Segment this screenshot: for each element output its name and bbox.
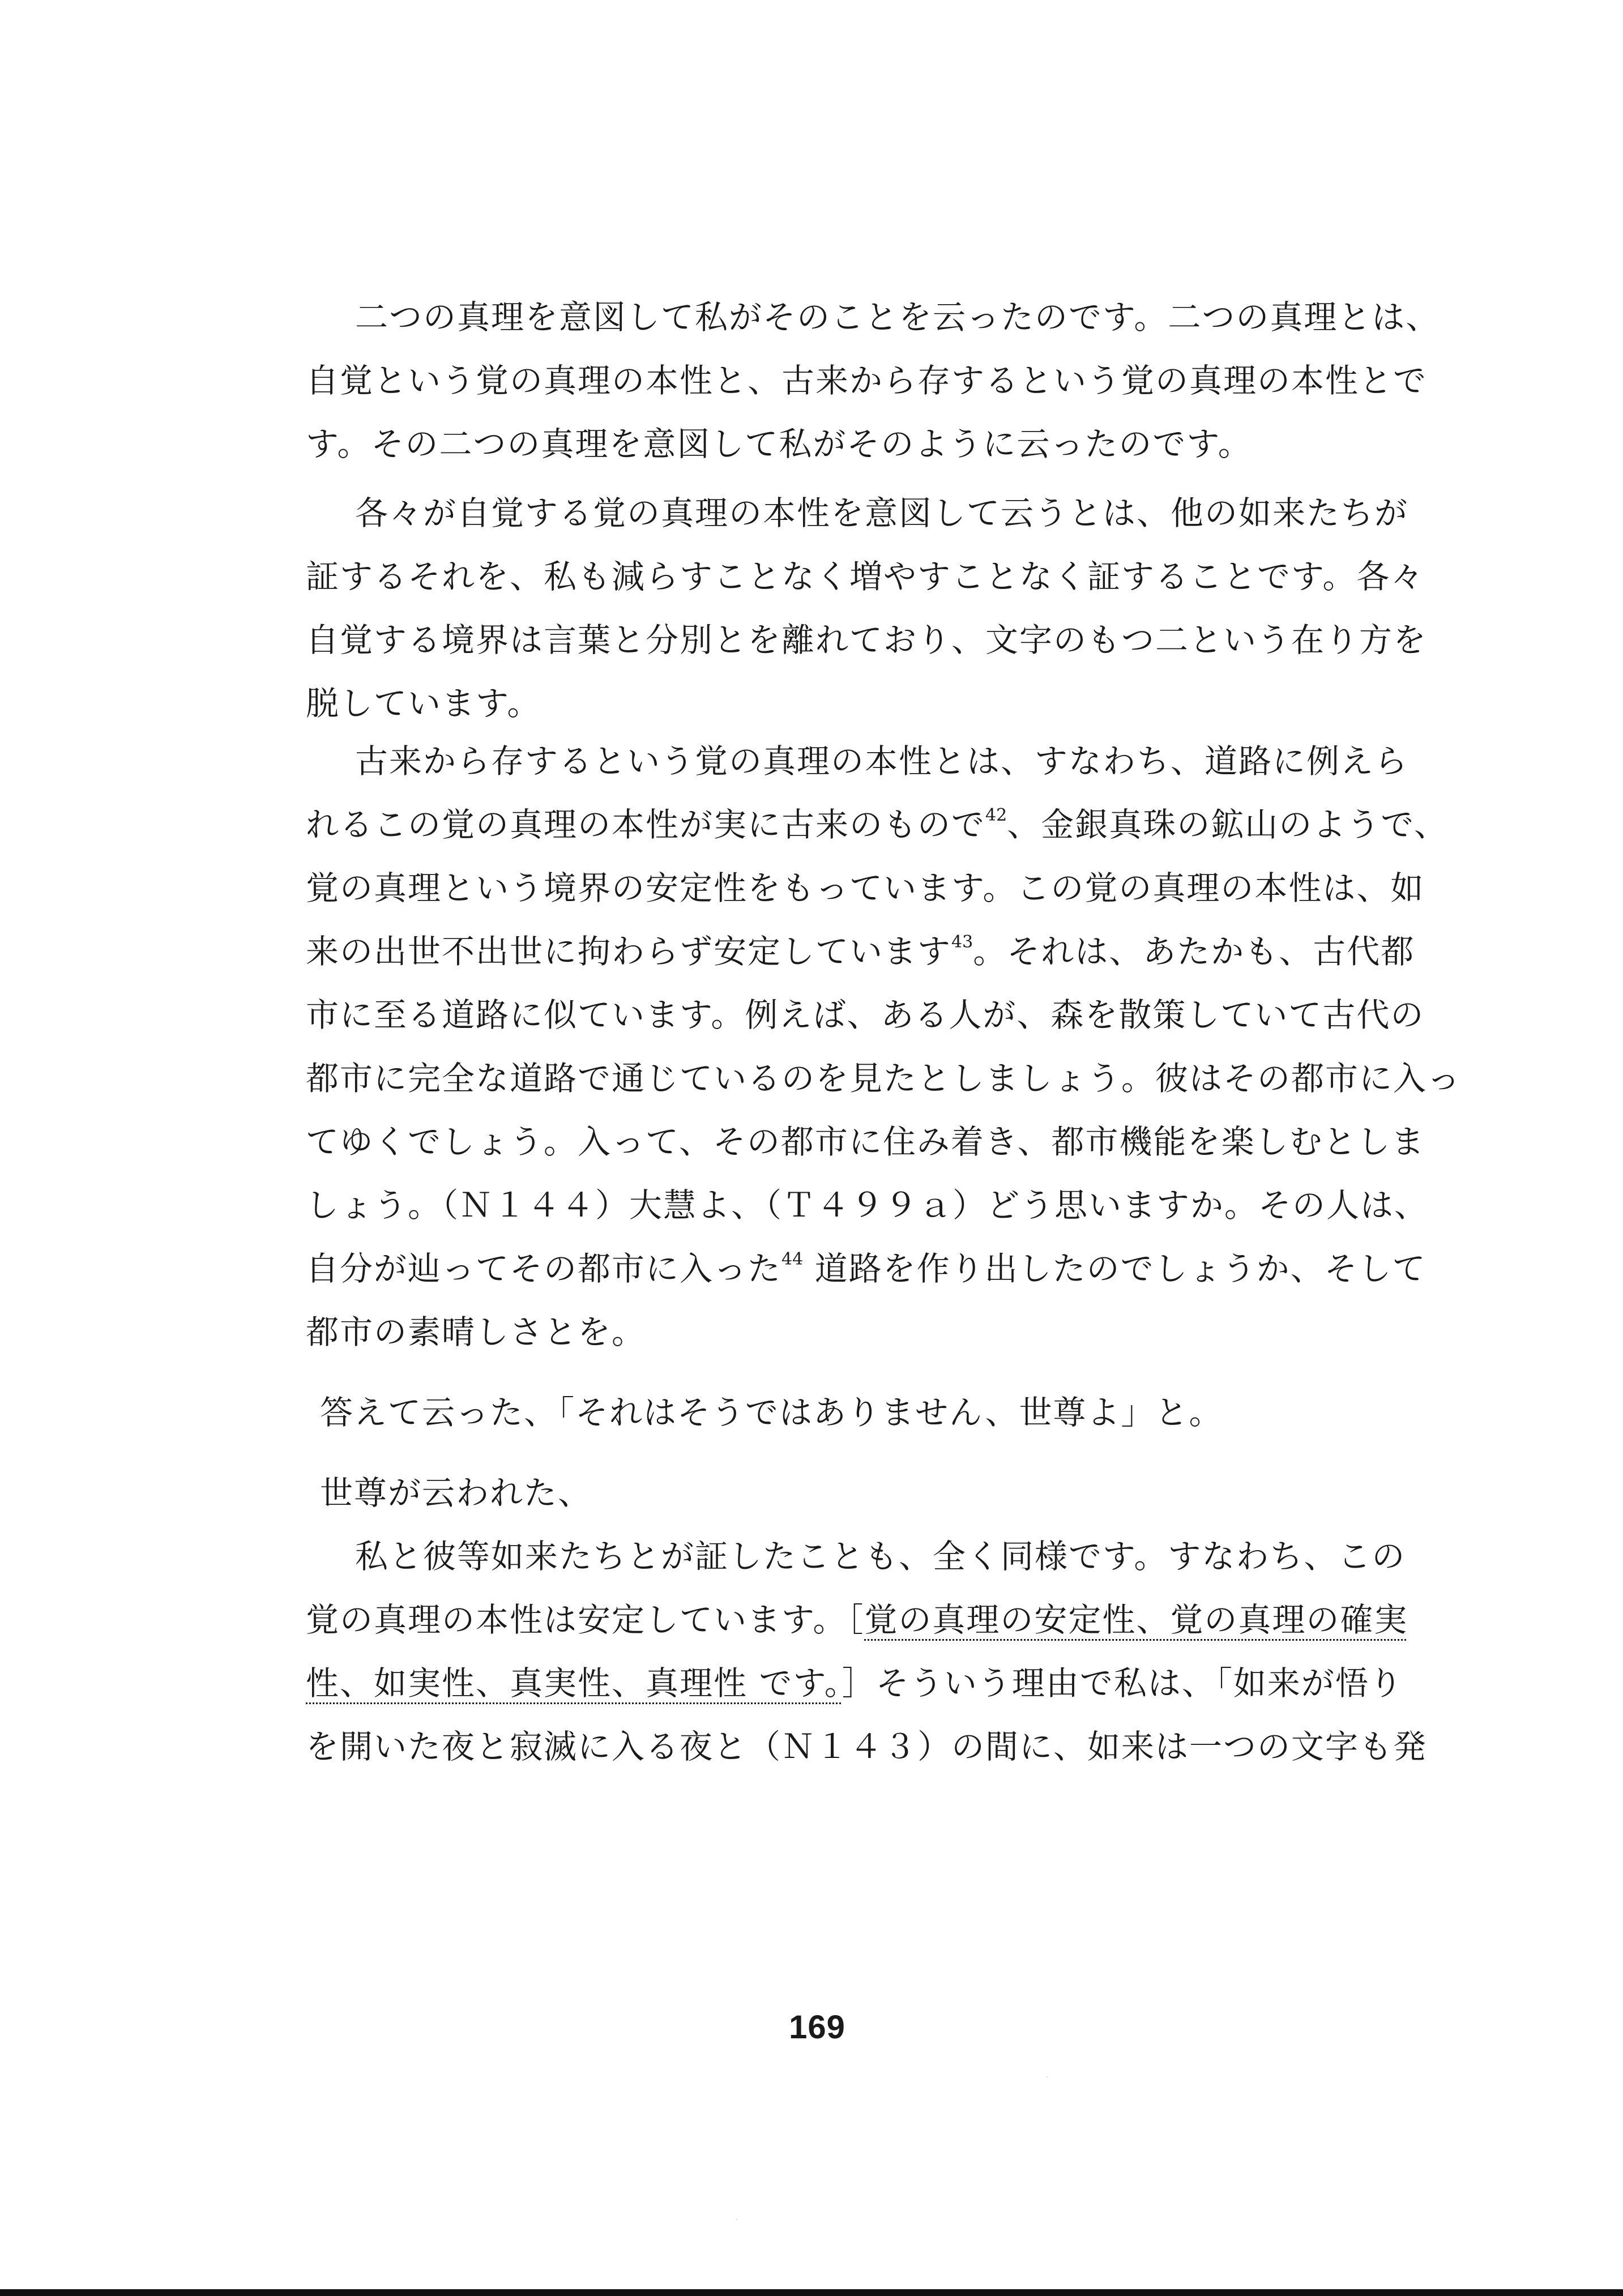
page-number: 169 [789,2009,845,2046]
text-line: 自分が辿ってその都市に入った$^{44}$ 道路を作り出したのでしょうか、そして [306,1249,1426,1288]
text-line: 自覚という覚の真理の本性と、古来から存するという覚の真理の本性とで [306,361,1428,400]
text-line: 覚の真理という境界の安定性をもっています。この覚の真理の本性は、如 [306,869,1425,907]
text-line: 性、如実性、真実性、真理性 です。］そういう理由で私は、「如来が悟り [306,1664,1403,1702]
dotted-underlined-text: 覚の真理の安定性、覚の真理の確実 [864,1601,1408,1639]
text-line: 市に至る道路に似ています。例えば、ある人が、森を散策していて古代の [306,996,1425,1034]
text-line: 答えて云った、「それはそうではありません、世尊よ」と。 [320,1393,1223,1432]
scan-bottom-edge [0,2289,1623,2296]
text-line: 来の出世不出世に拘わらず安定しています$^{43}$。それは、あたかも、古代都 [306,932,1415,971]
text-line: 世尊が云われた、 [320,1474,592,1512]
text-line: 二つの真理を意図して私がそのことを云ったのです。二つの真理とは、 [355,298,1440,336]
text-line: 私と彼等如来たちとが証したことも、全く同様です。すなわち、この [355,1537,1406,1576]
text-line: す。その二つの真理を意図して私がそのように云ったのです。 [306,425,1252,463]
text-line: 都市の素晴しさとを。 [306,1313,646,1351]
text-line: 覚の真理の本性は安定しています。［覚の真理の安定性、覚の真理の確実 [306,1601,1408,1639]
footnote-ref: 44 [781,1249,804,1269]
footnote-ref: 42 [985,805,1007,825]
text-line: を開いた夜と寂滅に入る夜と（Ｎ１４３）の間に、如来は一つの文字も発 [306,1727,1428,1766]
text-line: 自覚する境界は言葉と分別とを離れており、文字のもつ二という在り方を [306,621,1428,659]
text-line: 各々が自覚する覚の真理の本性を意図して云うとは、他の如来たちが [355,494,1409,532]
footnote-ref: 43 [951,932,973,952]
dotted-underlined-text: 性、如実性、真実性、真理性 です。 [306,1664,842,1702]
text-line: 都市に完全な道路で通じているのを見たとしましょう。彼はその都市に入っ [306,1059,1462,1098]
text-line: 証するそれを、私も減らすことなく増やすことなく証することです。各々 [306,557,1425,596]
text-line: 古来から存するという覚の真理の本性とは、すなわち、道路に例えら [355,742,1409,780]
text-line: しょう。（Ｎ１４４）大慧よ、（Ｔ４９９ａ）どう思いますか。その人は、 [306,1186,1429,1224]
text-line: 脱しています。 [306,684,541,723]
scan-speck [736,2219,737,2220]
text-line: てゆくでしょう。入って、その都市に住み着き、都市機能を楽しむとしま [306,1123,1425,1161]
text-line: れるこの覚の真理の本性が実に古来のもので$^{42}$、金銀真珠の鉱山のようで、 [306,805,1449,844]
scan-speck [1047,2076,1048,2077]
